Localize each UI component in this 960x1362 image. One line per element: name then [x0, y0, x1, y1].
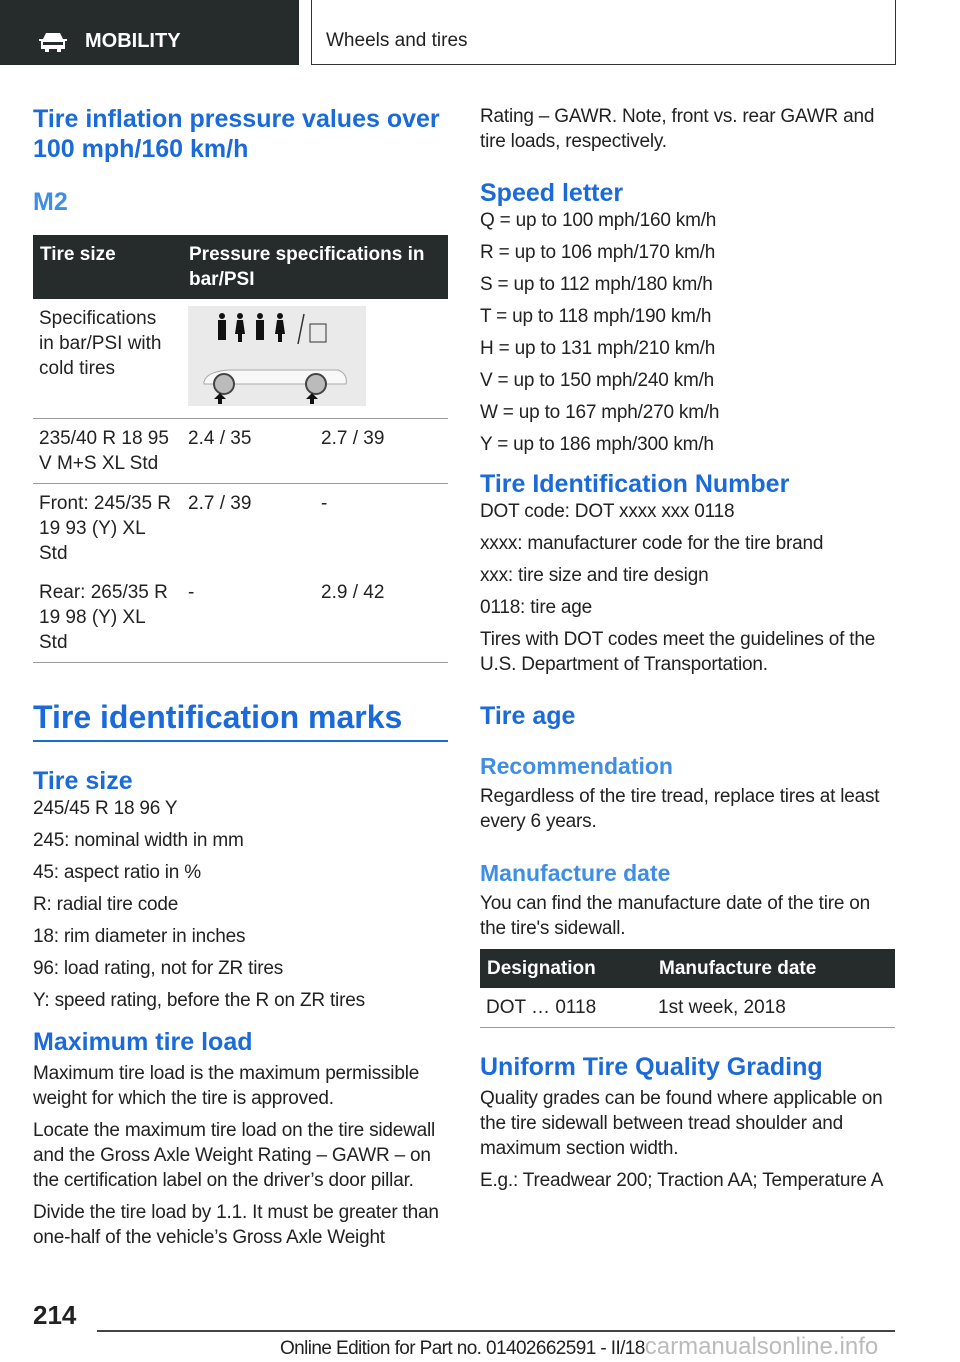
tire-size-cell: 235/40 R 18 95 V M+S XL Std — [33, 419, 182, 484]
tire-size-lines — [33, 796, 448, 1013]
front-pressure-cell: - — [182, 573, 315, 663]
speed-lines — [480, 208, 895, 457]
footer-rule — [97, 1330, 895, 1332]
text-line: 18: rim diameter in inches — [33, 926, 246, 947]
utqg-text — [480, 1086, 895, 1193]
manufacture-table — [480, 949, 895, 1028]
text-line: R: radial tire code — [33, 894, 179, 915]
pressure-table — [33, 235, 448, 663]
watermark: carmanualsonline.info — [644, 1333, 879, 1360]
speed-line: R = up to 106 mph/170 km/h — [480, 242, 716, 263]
text-line: 45: aspect ratio in % — [33, 862, 201, 883]
section-header — [0, 0, 299, 65]
chapter-title: Wheels and tires — [311, 0, 896, 65]
tin-line: DOT code: DOT xxxx xxx 0118 — [480, 501, 735, 522]
col-header: Designation — [480, 949, 652, 988]
occupants-luggage-car-load-image — [188, 306, 366, 406]
date-cell: 1st week, 2018 — [652, 988, 895, 1028]
paragraph: Maximum tire load is the maximum permissible weight for which the tire is approved. — [33, 1063, 420, 1109]
speed-line: W = up to 167 mph/270 km/h — [480, 402, 720, 423]
section-title: MOBILITY — [85, 30, 181, 52]
text-line: Y: speed rating, before the R on ZR tires — [33, 990, 365, 1011]
table-row — [33, 419, 448, 484]
paragraph: Locate the maximum tire load on the tire sidewall and the Gross Axle Weight Rating – GAWR – on the certification label on the driver’s door pillar. — [33, 1120, 436, 1191]
page-number: 214 — [33, 1300, 77, 1330]
max-load-text — [33, 1061, 448, 1250]
right-column — [480, 104, 895, 1200]
table-row — [33, 484, 448, 574]
tire-size-cell: Rear: 265/35 R 19 98 (Y) XL Std — [33, 573, 182, 663]
edition-text: Online Edition for Part no. 01402662591 - II/18 — [280, 1338, 645, 1359]
tin-lines — [480, 499, 895, 620]
manufacture-text: You can find the manufacture date of the tire on the tire's sidewall. — [480, 893, 871, 939]
tin-title: Tire Identification Number — [480, 470, 790, 498]
col-header: Manufacture date — [652, 949, 895, 988]
footer-edition — [280, 1333, 878, 1361]
car-icon — [37, 31, 69, 53]
utqg-title: Uniform Tire Quality Grading — [480, 1053, 823, 1081]
recommendation-title: Recommendation — [480, 753, 673, 779]
paragraph: Divide the tire load by 1.1. It must be greater than one-half of the vehicle’s Gross Axle Weight — [33, 1202, 439, 1248]
table-row — [480, 988, 895, 1028]
designation-cell: DOT … 0118 — [480, 988, 652, 1028]
tin-line: xxxx: manufacturer code for the tire brand — [480, 533, 824, 554]
rear-pressure-cell: 2.7 / 39 — [315, 419, 448, 484]
tire-size-title: Tire size — [33, 767, 133, 795]
speed-line: H = up to 131 mph/210 km/h — [480, 338, 716, 359]
left-column — [33, 104, 448, 1257]
speed-line: Y = up to 186 mph/300 km/h — [480, 434, 714, 455]
age-title: Tire age — [480, 702, 576, 730]
front-pressure-cell: 2.4 / 35 — [182, 419, 315, 484]
text-line: 96: load rating, not for ZR tires — [33, 958, 284, 979]
tin-line: 0118: tire age — [480, 597, 592, 618]
spec-label: Specifications in bar/PSI with cold tires — [33, 299, 182, 419]
speed-line: Q = up to 100 mph/160 km/h — [480, 210, 717, 231]
text-line: 245/45 R 18 96 Y — [33, 798, 178, 819]
table-row — [33, 573, 448, 663]
speed-line: V = up to 150 mph/240 km/h — [480, 370, 715, 391]
model-heading: M2 — [33, 188, 68, 216]
col-header: Tire size — [33, 235, 182, 299]
speed-line: S = up to 112 mph/180 km/h — [480, 274, 713, 295]
speed-line: T = up to 118 mph/190 km/h — [480, 306, 712, 327]
rear-pressure-cell: - — [321, 493, 328, 514]
recommendation-text: Regardless of the tire tread, replace tires at least every 6 years. — [480, 786, 880, 832]
front-pressure-cell: 2.7 / 39 — [188, 493, 252, 514]
speed-title: Speed letter — [480, 179, 624, 207]
tin-line: xxx: tire size and tire design — [480, 565, 709, 586]
text-line: 245: nominal width in mm — [33, 830, 244, 851]
pressure-title: Tire inflation pressure values over 100 mph/160 km/h — [33, 105, 440, 163]
max-load-title: Maximum tire load — [33, 1028, 253, 1056]
manufacture-title: Manufacture date — [480, 860, 671, 886]
paragraph: E.g.: Treadwear 200; Traction AA; Temperature A — [480, 1170, 884, 1191]
tin-para: Tires with DOT codes meet the guidelines of the U.S. Department of Transportation. — [480, 629, 876, 675]
paragraph: Quality grades can be found where applicable on the tire sidewall between tread shoulder and maximum section width. — [480, 1088, 883, 1159]
continued-text: Rating – GAWR. Note, front vs. rear GAWR and tire loads, respectively. — [480, 106, 875, 152]
tire-size-cell: Front: 245/35 R 19 93 (Y) XL Std — [39, 493, 172, 564]
rear-pressure-cell: 2.9 / 42 — [315, 573, 448, 663]
col-header: Pressure specifications in bar/PSI — [182, 235, 448, 299]
marks-title: Tire identification marks — [33, 699, 448, 742]
